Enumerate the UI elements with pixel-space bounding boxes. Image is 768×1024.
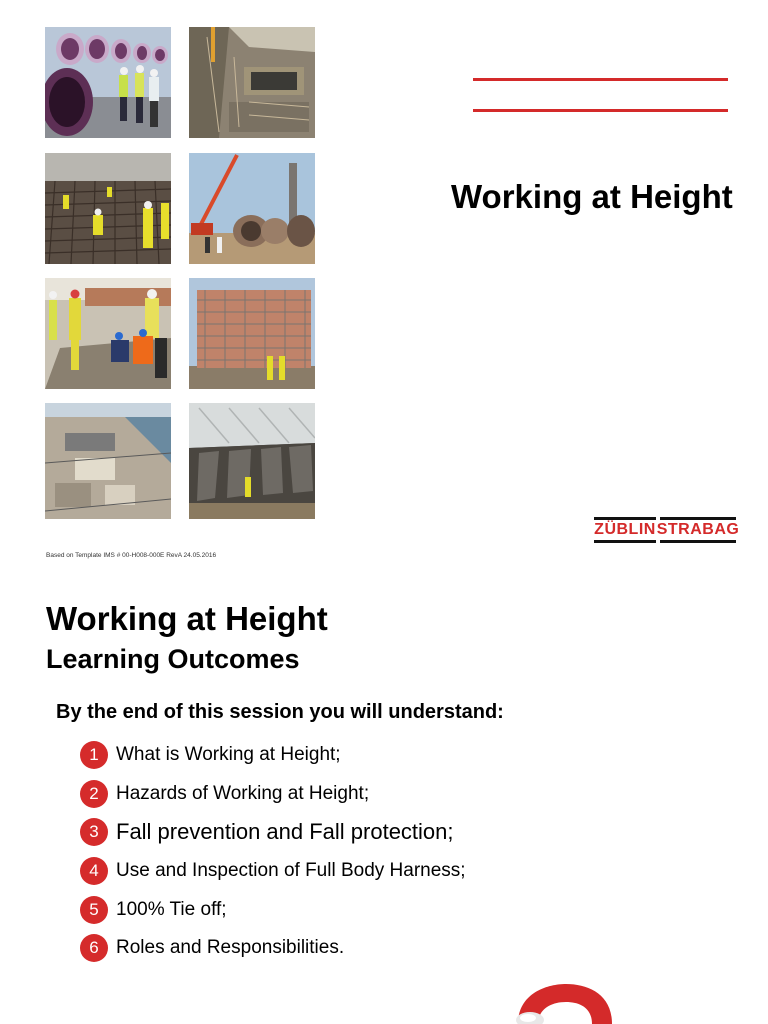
slide-title: Working at Height <box>46 600 328 637</box>
intro-text: By the end of this session you will understand: <box>56 701 504 723</box>
scaffolding-building-photo <box>189 278 315 389</box>
outcome-text: Hazards of Working at Height; <box>116 782 370 804</box>
slide-title: Working at Height <box>451 178 733 215</box>
outcome-text: Use and Inspection of Full Body Harness; <box>116 860 466 882</box>
outcome-text: Fall prevention and Fall protection; <box>116 819 454 845</box>
red-divider-line <box>473 109 728 112</box>
list-item <box>80 736 466 775</box>
number-badge: 2 <box>80 780 108 808</box>
number-badge: 3 <box>80 818 108 846</box>
aerial-site-photo <box>189 27 315 138</box>
number-badge: 6 <box>80 934 108 962</box>
outcome-text: What is Working at Height; <box>116 744 341 766</box>
learning-outcomes-slide <box>0 578 768 1024</box>
red-divider-line <box>473 78 728 81</box>
pipes-and-workers-photo <box>45 27 171 138</box>
zublin-strabag-logo <box>594 516 740 544</box>
number-badge: 4 <box>80 857 108 885</box>
list-item <box>80 929 466 968</box>
template-footnote: Based on Template IMS # 00-H008-000E RevA 24.05.2016 <box>46 552 217 559</box>
crane-photo <box>189 153 315 264</box>
list-item <box>80 890 466 929</box>
slide-subtitle: Learning Outcomes <box>46 644 300 674</box>
list-item <box>80 852 466 891</box>
question-mark-graphic-icon <box>508 982 618 1024</box>
workers-inspection-photo <box>45 278 171 389</box>
outcome-text: 100% Tie off; <box>116 898 227 920</box>
logo-strabag: STRABAG <box>660 516 736 544</box>
list-item <box>80 813 466 852</box>
number-badge: 1 <box>80 741 108 769</box>
outcome-text: Roles and Responsibilities. <box>116 937 345 959</box>
aerial-port-photo <box>45 403 171 519</box>
interior-structure-photo <box>189 403 315 519</box>
list-item <box>80 775 466 814</box>
logo-zublin: ZÜBLIN <box>594 516 656 544</box>
number-badge: 5 <box>80 896 108 924</box>
rebar-workers-photo <box>45 153 171 264</box>
outcomes-list <box>80 736 466 968</box>
